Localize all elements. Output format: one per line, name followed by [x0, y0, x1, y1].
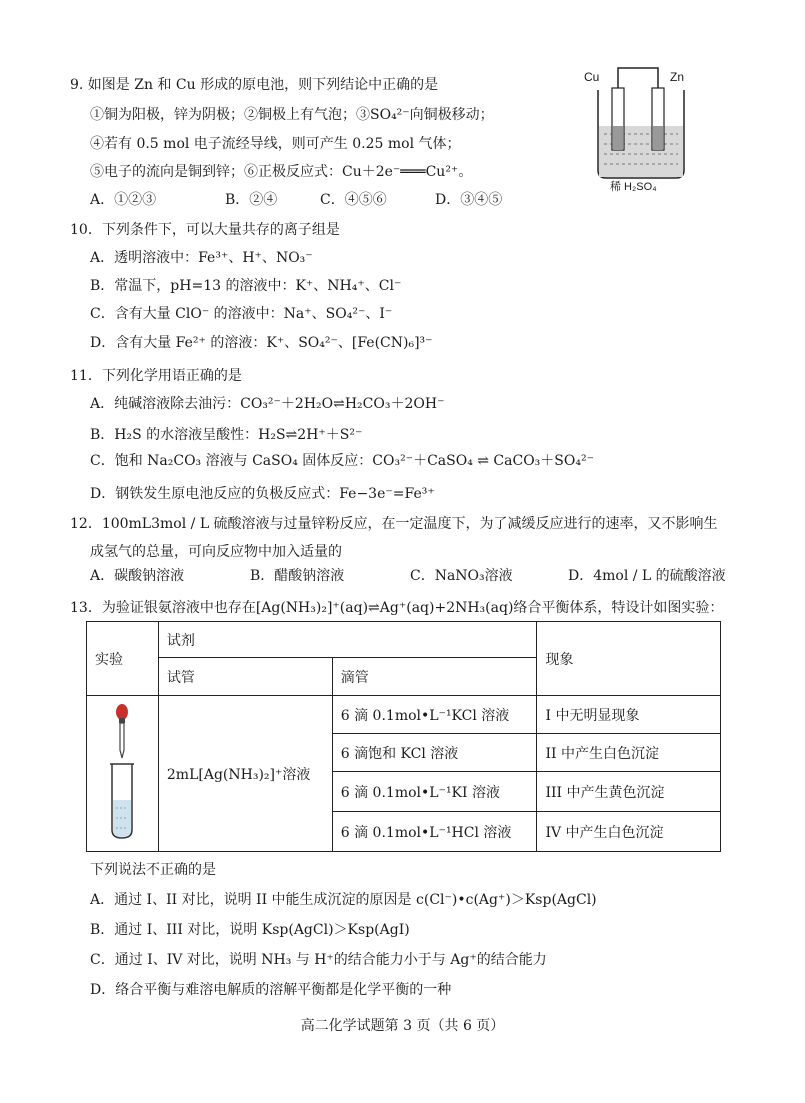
q10-option-a: A．透明溶液中：Fe³⁺、H⁺、NO₃⁻	[90, 250, 313, 266]
header-dropper: 滴管	[332, 658, 537, 696]
experiment-table	[86, 621, 721, 852]
q10-stem: 10．下列条件下，可以大量共存的离子组是	[70, 222, 340, 238]
tube-reagent: 2mL[Ag(NH₃)₂]⁺溶液	[158, 696, 332, 852]
phenomenon-row-1: I 中无明显现象	[537, 696, 721, 734]
header-test-tube: 试管	[158, 658, 332, 696]
galvanic-cell-diagram	[580, 60, 715, 195]
q11-option-c: C．饱和 Na₂CO₃ 溶液与 CaSO₄ 固体反应：CO₃²⁻＋CaSO₄ ⇌ CaCO₃＋SO₄²⁻	[90, 453, 594, 469]
header-phenomenon: 现象	[537, 622, 721, 696]
q12-option-d: D．4mol / L 的硫酸溶液	[568, 568, 726, 584]
galvanic-cell-figure	[580, 60, 715, 195]
q9-options	[90, 190, 502, 210]
dropper-row-1: 6 滴 0.1mol•L⁻¹KCl 溶液	[332, 696, 537, 734]
q12-options	[90, 566, 726, 586]
q9-option-c: C．④⑤⑥	[320, 192, 387, 208]
dropper-and-test-tube-icon	[102, 702, 142, 842]
q13-option-a: A．通过 I、II 对比，说明 II 中能生成沉淀的原因是 c(Cl⁻)•c(Ag⁺)＞Ksp(AgCl)	[90, 892, 597, 908]
q13-option-c: C．通过 I、IV 对比，说明 NH₃ 与 H⁺的结合能力小于与 Ag⁺的结合能力	[90, 952, 547, 968]
q9-option-b: B．②④	[225, 192, 278, 208]
phenomenon-row-2: II 中产生白色沉淀	[537, 734, 721, 772]
phenomenon-row-4: IV 中产生白色沉淀	[537, 812, 721, 852]
q10-option-c: C．含有大量 ClO⁻ 的溶液中：Na⁺、SO₄²⁻、I⁻	[90, 306, 393, 322]
q9-option-a: A．①②③	[90, 192, 157, 208]
dropper-row-2: 6 滴饱和 KCl 溶液	[332, 734, 537, 772]
experiment-figure-cell	[87, 696, 159, 852]
cu-label: Cu	[584, 70, 600, 84]
q9-stem: 9. 如图是 Zn 和 Cu 形成的原电池，则下列结论中正确的是	[70, 77, 439, 93]
q13-after-table: 下列说法不正确的是	[90, 862, 216, 878]
q10-option-d: D．含有大量 Fe²⁺ 的溶液：K⁺、SO₄²⁻、[Fe(CN)₆]³⁻	[90, 335, 433, 351]
q12-option-a: A．碳酸钠溶液	[90, 568, 185, 584]
q11-option-b: B．H₂S 的水溶液呈酸性：H₂S⇌2H⁺＋S²⁻	[90, 427, 363, 443]
q10-option-b: B．常温下，pH=13 的溶液中：K⁺、NH₄⁺、Cl⁻	[90, 278, 402, 294]
q9-line2: ④若有 0.5 mol 电子流经导线，则可产生 0.25 mol 气体；	[90, 136, 461, 152]
q13-option-d: D．络合平衡与难溶电解质的溶解平衡都是化学平衡的一种	[90, 982, 452, 998]
page-footer: 高二化学试题第 3 页（共 6 页）	[300, 1018, 505, 1034]
solution-label: 稀 H₂SO₄	[610, 181, 657, 193]
q13-stem: 13．为验证银氨溶液中也存在[Ag(NH₃)₂]⁺(aq)⇌Ag⁺(aq)+2NH₃(aq)络合平衡体系，特设计如图实验：	[70, 600, 724, 616]
dropper-row-3: 6 滴 0.1mol•L⁻¹KI 溶液	[332, 772, 537, 812]
header-reagent: 试剂	[158, 622, 537, 658]
q12-line1: 12．100mL3mol / L 硫酸溶液与过量锌粉反应，在一定温度下，为了减缓反应进行的速率，又不影响生	[70, 516, 718, 532]
q12-option-c: C．NaNO₃溶液	[410, 568, 513, 584]
q11-option-a: A．纯碱溶液除去油污：CO₃²⁻＋2H₂O⇌H₂CO₃＋2OH⁻	[90, 396, 445, 412]
q9-option-d: D．③④⑤	[435, 192, 503, 208]
q12-option-b: B．醋酸钠溶液	[250, 568, 345, 584]
header-experiment: 实验	[87, 622, 159, 696]
q12-line2: 成氢气的总量，可向反应物中加入适量的	[90, 544, 342, 560]
dropper-row-4: 6 滴 0.1mol•L⁻¹HCl 溶液	[332, 812, 537, 852]
phenomenon-row-3: III 中产生黄色沉淀	[537, 772, 721, 812]
q9-line1: ①铜为阳极，锌为阴极；②铜极上有气泡；③SO₄²⁻向铜极移动；	[90, 107, 494, 123]
q11-stem: 11．下列化学用语正确的是	[70, 368, 242, 384]
q9-line3: ⑤电子的流向是铜到锌；⑥正极反应式：Cu＋2e⁻═══Cu²⁺。	[90, 164, 473, 180]
q13-option-b: B．通过 I、III 对比，说明 Ksp(AgCl)＞Ksp(AgI)	[90, 922, 410, 938]
q11-option-d: D．钢铁发生原电池反应的负极反应式：Fe−3e⁻=Fe³⁺	[90, 486, 435, 502]
zn-label: Zn	[670, 70, 685, 84]
